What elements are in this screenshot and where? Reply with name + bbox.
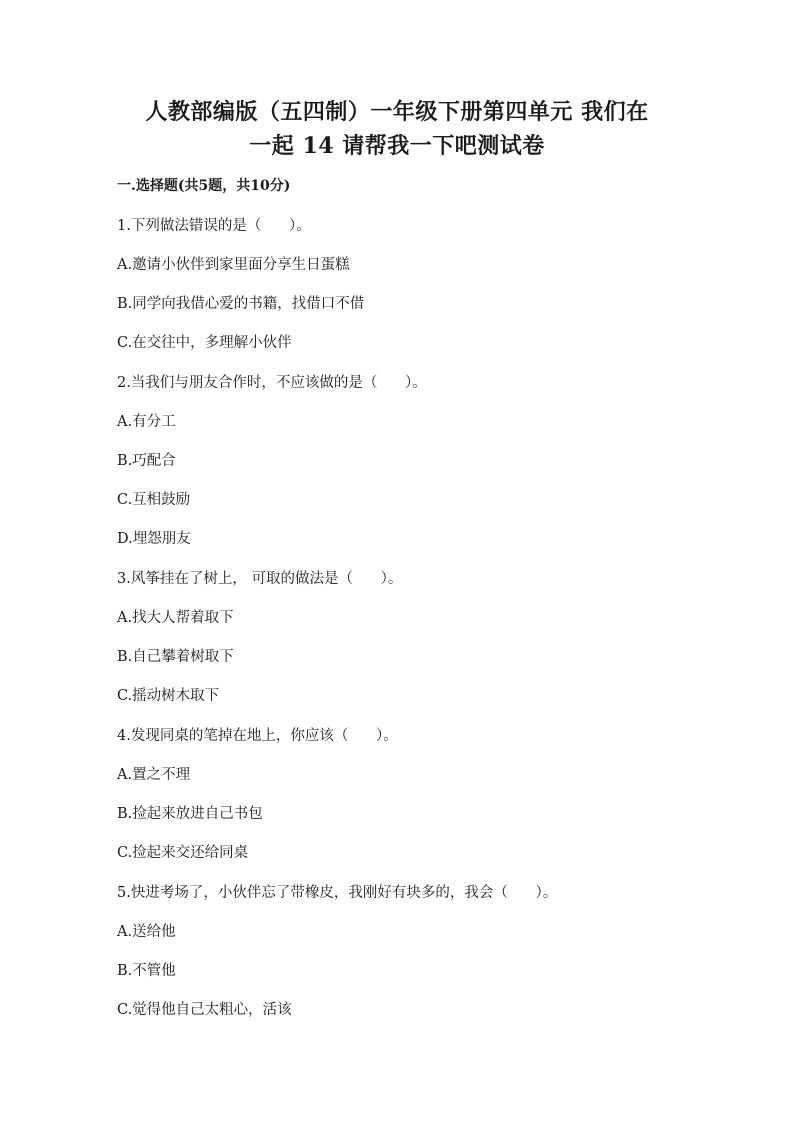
option-b: B.巧配合 — [117, 453, 176, 469]
option-b: B.捡起来放进自己书包 — [117, 806, 263, 822]
question-stem: 3.风筝挂在了树上， 可取的做法是（ ）。 — [117, 571, 403, 587]
option-c: C.在交往中，多理解小伙伴 — [117, 335, 292, 351]
question-5 — [117, 884, 677, 1019]
option-c: C.觉得他自己太粗心，活该 — [117, 1002, 292, 1018]
question-4 — [117, 727, 677, 862]
title-line-2: 一起 14 请帮我一下吧测试卷 — [249, 133, 545, 159]
option-a: A.邀请小伙伴到家里面分享生日蛋糕 — [117, 257, 350, 273]
title-line-1: 人教部编版（五四制）一年级下册第四单元 我们在 — [145, 99, 649, 125]
option-c: C.捡起来交还给同桌 — [117, 845, 249, 861]
option-a: A.置之不理 — [117, 767, 191, 783]
document-title — [117, 0, 677, 163]
option-a: A.送给他 — [117, 924, 176, 940]
question-2 — [117, 374, 677, 548]
option-d: D.埋怨朋友 — [117, 531, 191, 547]
question-stem: 1.下列做法错误的是（ ）。 — [117, 218, 311, 234]
question-stem: 4.发现同桌的笔掉在地上，你应该（ ）。 — [117, 728, 398, 744]
question-1 — [117, 217, 677, 352]
option-b: B.自己攀着树取下 — [117, 649, 234, 665]
question-stem: 5.快进考场了，小伙伴忘了带橡皮，我刚好有块多的，我会（ ）。 — [117, 885, 558, 901]
question-list — [117, 217, 677, 1019]
section-heading: 一.选择题(共5题，共10分) — [117, 178, 291, 194]
option-c: C.互相鼓励 — [117, 492, 191, 508]
option-a: A.有分工 — [117, 414, 176, 430]
option-b: B.同学向我借心爱的书籍，找借口不借 — [117, 296, 365, 312]
option-a: A.找大人帮着取下 — [117, 610, 234, 626]
option-b: B.不管他 — [117, 963, 176, 979]
question-3 — [117, 570, 677, 705]
option-c: C.摇动树木取下 — [117, 688, 220, 704]
question-stem: 2.当我们与朋友合作时，不应该做的是（ ）。 — [117, 375, 427, 391]
